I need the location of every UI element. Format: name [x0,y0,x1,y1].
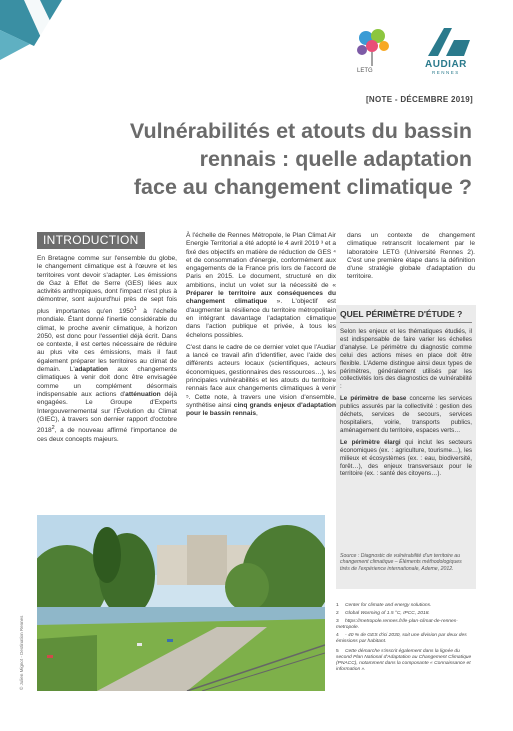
perimeter-elargi: Le périmètre élargi qui inclut les secteurs économiques (ex. : agriculture, tourisme…), les milieux et écosystèmes (ex. : eau, biodiversité, forêt…), des enjeux transversaux pour le territoire (ex. : santé des citoyens…). [340,438,472,478]
perimeter-box-body [340,328,472,482]
perimeter-box-title: QUEL PÉRIMÈTRE D'ÉTUDE ? [340,309,463,319]
right-column [347,232,475,286]
footnote-5: 5 Cette démarche s'inscrit également dans la lignée du second Plan National d'Adaptation au Changement Climatique (PNACC), notamment dans la composante « Connaissance et information ». [336,649,472,673]
corner-logo-shape [0,0,90,90]
page-title [60,117,472,201]
audiar-work-paragraph: C'est dans le cadre de ce dernier volet que l'Audiar a lancé ce travail afin d'identifier, avec l'aide des différents acteurs locaux (scientifiques, acteurs économiques, gestionnaires des ressources…), les principales vulnérabilités et les atouts du territoire rennais face aux changements climatiques à venir ⁵. Cette note, à travers une vision d'ensemble, synthétise ainsi cinq grands enjeux d'adaptation pour le bassin rennais, [186,343,336,418]
perimeter-box-divider [340,322,472,323]
park-photo [37,515,325,691]
title-line-2: rennais : quelle adaptation [199,147,472,171]
footnote-3: 3 https://metropole.rennes.fr/le-plan-climat-de-rennes-metropole. [336,619,458,631]
note-date-tag: [NOTE - DÉCEMBRE 2019] [365,95,473,104]
footnote-4: 4 - 40 % de GES d'ici 2030, soit une division par deux des émissions par habitant. [336,633,467,645]
perimeter-base: Le périmètre de base concerne les services publics assurés par la collectivité : gestion des déchets, services de secours, services hospitaliers, voirie, transports publics, aménagement du territoire, espaces verts… [340,395,472,434]
footnote-2: 2 Global Warming of 1.5 °C, IPCC, 2018. [336,611,430,616]
intro-paragraph: En Bretagne comme sur l'ensemble du globe, le changement climatique est à l'œuvre et les territoires vont devoir s'adapter. Les émissions de Gaz à Effet de Serre (GES) liées aux activités anthropiques, dont l'impact n'est plus à démontrer, sont aujourd'hui près de sept fois plus importantes qu'en 1950$^1$ à l'échelle mondiale. Étant donné l'inertie considérable du climat, le proche avenir climatique, à horizon 2050, est donc pour l'essentiel déjà écrit. Dans ce contexte, il est certes nécessaire de réduire au plus vite ces émissions, mais il faut également préparer les territoires au climat de demain. L'adaptation aux changements climatiques à venir doit donc être envisagée comme un complément désormais indispensable aux actions d'atténuation déjà engagées. Le Groupe d'Experts Intergouvernemental sur l'Évolution du Climat (GIEC), à travers son dernier rapport d'octobre 2018$^2$, a de nouveau affirmé l'importance de ces deux concepts majeurs. [37,255,178,443]
plan-climat-paragraph: À l'échelle de Rennes Métropole, le Plan Climat Air Energie Territorial a été adopté le 4 avril 2019 ³ et a fixé des objectifs en matière de réduction de GES ⁴ et de consommation d'énergie, conformément aux engagements de la France pris lors de l'accord de Paris en 2015. Le document, structuré en dix ambitions, inclut un volet sur la nécessité de « Préparer le territoire aux conséquences du changement climatique ». L'objectif est d'augmenter la résilience du territoire métropolitain en intégrant davantage l'adaptation climatique dans l'action publique et privée, à tous les échelons possibles. [186,232,336,339]
audiar-city: RENNES [432,70,460,75]
title-line-1: Vulnérabilités et atouts du bassin [129,119,472,143]
footnote-1: 1 Center for climate and energy solutions. [336,603,432,608]
middle-column [186,232,336,423]
perimeter-source: Source : Diagnostic de vulnérabilité d'un territoire au changement climatique – Éléments méthodologiques tirés de l'expérience internationale, Ademe, 2012. [340,553,462,572]
audiar-name: AUDIAR [425,59,467,70]
photo-credit: © Julien Mignot - Destination Rennes [19,615,24,690]
title-line-3: face au changement climatique ? [133,175,472,199]
context-paragraph: dans un contexte de changement climatique retranscrit localement par le laboratoire LETG (Université Rennes 2). C'est une première étape dans la définition d'une stratégie globale d'adaptation du territoire. [347,232,475,281]
introduction-heading: INTRODUCTION [37,232,145,249]
intro-column [37,255,177,448]
perimeter-intro: Selon les enjeux et les thématiques étudiés, il est indispensable de faire varier les échelles d'analyse. Le périmètre du diagnostic comme celui des actions mises en place doit être flexible. L'Ademe distingue ainsi deux types de périmètres, généralement utilisés par les collectivités lors des diagnostics de vulnérabilité : [340,328,472,391]
letg-label: LETG [357,68,373,74]
